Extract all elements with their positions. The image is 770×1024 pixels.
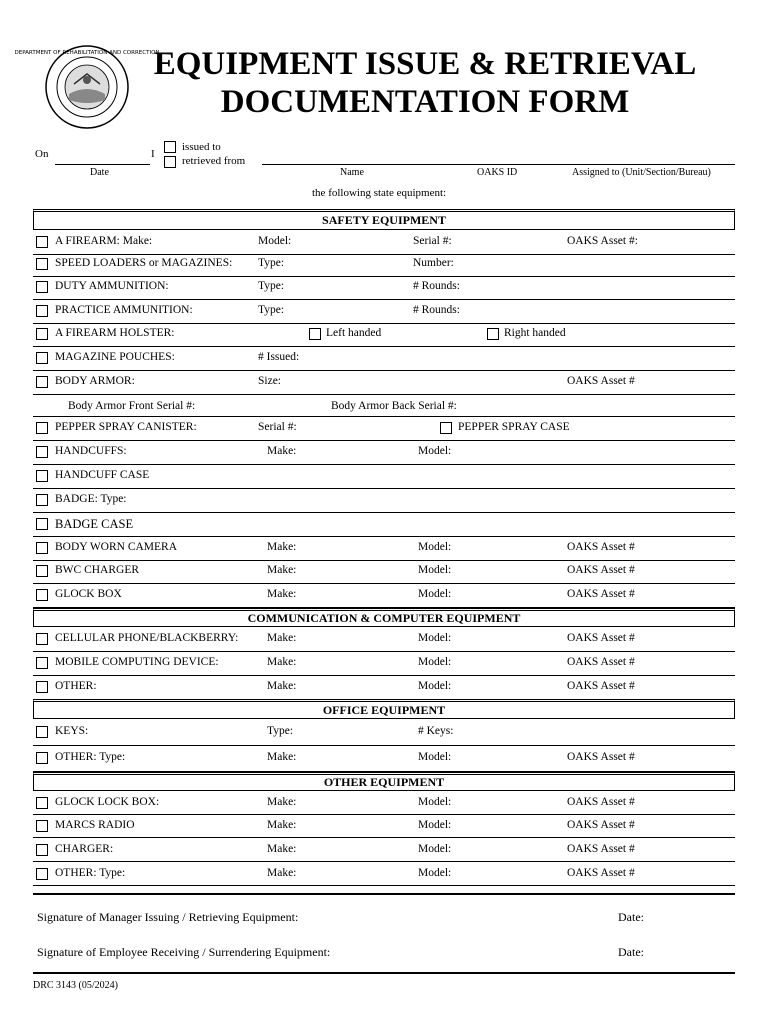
item-checkbox[interactable] <box>36 565 48 577</box>
department-seal <box>14 44 160 130</box>
field-label: Make: <box>267 588 297 600</box>
item-checkbox[interactable] <box>36 258 48 270</box>
field-label: Make: <box>267 632 297 644</box>
employee-date-label: Date: <box>618 945 644 959</box>
field-label: Make: <box>267 541 297 553</box>
right-handed-checkbox[interactable] <box>487 328 499 340</box>
field-label: OAKS Asset # <box>567 541 635 553</box>
i-label: I <box>151 148 155 160</box>
field-label: OAKS Asset # <box>567 680 635 692</box>
manager-signature-label: Signature of Manager Issuing / Retrieving Equipment: <box>37 910 299 924</box>
equipment-row <box>33 583 735 608</box>
equipment-row <box>33 370 735 395</box>
pepper-case-label: PEPPER SPRAY CASE <box>458 421 570 433</box>
field-label: OAKS Asset # <box>567 632 635 644</box>
equipment-row <box>33 488 735 513</box>
equipment-row <box>33 322 735 347</box>
field-label: Make: <box>267 564 297 576</box>
left-handed-label: Left handed <box>326 327 382 339</box>
item-label: MARCS RADIO <box>55 819 135 831</box>
footer-divider <box>33 972 735 974</box>
field-label: Type: <box>258 257 285 269</box>
field-label: Size: <box>258 375 281 387</box>
item-label: OTHER: <box>55 680 97 692</box>
field-label: OAKS Asset # <box>567 867 635 879</box>
following-equipment-text: the following state equipment: <box>312 187 447 199</box>
equipment-row <box>33 464 735 489</box>
back-serial-label: Body Armor Back Serial #: <box>331 400 457 412</box>
section-header-other: OTHER EQUIPMENT <box>33 772 735 791</box>
item-label: BODY WORN CAMERA <box>55 541 178 553</box>
field-label: Make: <box>267 867 297 879</box>
item-checkbox[interactable] <box>36 542 48 554</box>
item-checkbox[interactable] <box>36 446 48 458</box>
item-checkbox[interactable] <box>36 494 48 506</box>
item-label: OTHER: Type: <box>55 751 126 763</box>
item-label: CHARGER: <box>55 843 114 855</box>
name-oaks-assigned-field[interactable] <box>262 164 735 165</box>
form-id: DRC 3143 (05/2024) <box>33 980 118 991</box>
left-handed-checkbox[interactable] <box>309 328 321 340</box>
signature-divider <box>33 893 735 895</box>
employee-signature-label: Signature of Employee Receiving / Surrendering Equipment: <box>37 945 331 959</box>
item-label: BADGE CASE <box>55 517 134 531</box>
field-label: OAKS Asset # <box>567 843 635 855</box>
field-label: Model: <box>418 588 452 600</box>
item-checkbox[interactable] <box>36 726 48 738</box>
equipment-row <box>33 838 735 862</box>
field-label: OAKS Asset # <box>567 751 635 763</box>
item-checkbox[interactable] <box>36 470 48 482</box>
field-label: OAKS Asset # <box>567 819 635 831</box>
seal-text: DEPARTMENT OF REHABILITATION AND CORRECTION <box>14 50 160 56</box>
field-label: # Issued: <box>258 351 300 363</box>
field-label: OAKS Asset # <box>567 656 635 668</box>
item-checkbox[interactable] <box>36 868 48 880</box>
item-label: DUTY AMMUNITION: <box>55 280 169 292</box>
field-label: Model: <box>418 680 452 692</box>
item-label: A FIREARM HOLSTER: <box>55 327 175 339</box>
equipment-row <box>33 536 735 561</box>
equipment-row <box>33 559 735 584</box>
item-label: MAGAZINE POUCHES: <box>55 351 175 363</box>
field-label: Make: <box>267 680 297 692</box>
item-checkbox[interactable] <box>36 681 48 693</box>
item-label: BODY ARMOR: <box>55 375 135 387</box>
date-field[interactable] <box>55 164 150 165</box>
pepper-spray-checkbox[interactable] <box>36 422 48 434</box>
item-checkbox[interactable] <box>36 236 48 248</box>
equipment-row <box>33 299 735 324</box>
field-label: Number: <box>413 257 454 269</box>
field-label: Model: <box>258 235 292 247</box>
item-label: SPEED LOADERS or MAGAZINES: <box>55 257 233 269</box>
field-label: # Rounds: <box>413 304 460 316</box>
field-label: # Keys: <box>418 725 454 737</box>
right-handed-label: Right handed <box>504 327 566 339</box>
item-label: CELLULAR PHONE/BLACKBERRY: <box>55 632 239 644</box>
retrieved-from-checkbox[interactable] <box>164 156 176 168</box>
equipment-row <box>33 627 735 652</box>
issued-to-label: issued to <box>182 141 221 153</box>
section-header-office: OFFICE EQUIPMENT <box>33 699 735 719</box>
field-label: Make: <box>267 445 297 457</box>
title-line-1: EQUIPMENT ISSUE & RETRIEVAL <box>153 46 697 82</box>
field-label: Make: <box>267 796 297 808</box>
field-label: Model: <box>418 751 452 763</box>
manager-date-label: Date: <box>618 910 644 924</box>
item-label: GLOCK BOX <box>55 588 122 600</box>
field-label: Model: <box>418 564 452 576</box>
equipment-row <box>33 252 735 277</box>
item-label: HANDCUFF CASE <box>55 469 150 481</box>
equipment-row <box>33 862 735 886</box>
item-checkbox[interactable] <box>36 752 48 764</box>
item-label: BWC CHARGER <box>55 564 140 576</box>
item-checkbox[interactable] <box>36 633 48 645</box>
item-checkbox[interactable] <box>36 352 48 364</box>
field-label: Make: <box>267 751 297 763</box>
field-label: Model: <box>418 796 452 808</box>
field-label: OAKS Asset # <box>567 588 635 600</box>
item-label: MOBILE COMPUTING DEVICE: <box>55 656 219 668</box>
field-label: Model: <box>418 867 452 879</box>
item-label: BADGE: Type: <box>55 493 127 505</box>
item-checkbox[interactable] <box>36 376 48 388</box>
field-label: Make: <box>267 819 297 831</box>
title-line-2: DOCUMENTATION FORM <box>220 84 630 120</box>
item-label: KEYS: <box>55 725 89 737</box>
field-label: Model: <box>418 541 452 553</box>
field-label: Type: <box>258 304 285 316</box>
equipment-row <box>33 346 735 371</box>
pepper-case-checkbox[interactable] <box>440 422 452 434</box>
equipment-row <box>33 745 735 772</box>
item-checkbox[interactable] <box>36 797 48 809</box>
field-label: Model: <box>418 445 452 457</box>
field-label: # Rounds: <box>413 280 460 292</box>
equipment-row <box>33 651 735 676</box>
equipment-row <box>33 512 735 537</box>
field-label: Type: <box>267 725 294 737</box>
item-label: A FIREARM: Make: <box>55 235 153 247</box>
pepper-serial-label: Serial #: <box>258 421 297 433</box>
equipment-row <box>33 675 735 700</box>
section-header-safety: SAFETY EQUIPMENT <box>33 209 735 230</box>
item-checkbox[interactable] <box>36 328 48 340</box>
item-checkbox[interactable] <box>36 657 48 669</box>
field-label: Model: <box>418 843 452 855</box>
item-checkbox[interactable] <box>36 589 48 601</box>
field-label: OAKS Asset #: <box>567 235 638 247</box>
oaks-id-label: OAKS ID <box>477 167 518 178</box>
pepper-spray-label: PEPPER SPRAY CANISTER: <box>55 421 197 433</box>
name-label: Name <box>340 167 364 178</box>
date-label: Date <box>90 167 109 178</box>
field-label: Make: <box>267 843 297 855</box>
item-label: PRACTICE AMMUNITION: <box>55 304 193 316</box>
equipment-row <box>33 814 735 838</box>
section-header-comm: COMMUNICATION & COMPUTER EQUIPMENT <box>33 608 735 627</box>
item-checkbox[interactable] <box>36 820 48 832</box>
field-label: OAKS Asset # <box>567 375 635 387</box>
item-label: OTHER: Type: <box>55 867 126 879</box>
field-label: OAKS Asset # <box>567 796 635 808</box>
equipment-row <box>33 275 735 300</box>
item-label: HANDCUFFS: <box>55 445 127 457</box>
item-checkbox[interactable] <box>36 844 48 856</box>
field-label: Serial #: <box>413 235 452 247</box>
field-label: Make: <box>267 656 297 668</box>
retrieved-from-label: retrieved from <box>182 155 246 167</box>
item-checkbox[interactable] <box>36 518 48 530</box>
front-serial-label: Body Armor Front Serial #: <box>68 400 196 412</box>
equipment-row <box>33 791 735 815</box>
field-label: Model: <box>418 656 452 668</box>
item-checkbox[interactable] <box>36 281 48 293</box>
assigned-label: Assigned to (Unit/Section/Bureau) <box>572 167 711 178</box>
item-label: GLOCK LOCK BOX: <box>55 796 160 808</box>
field-label: OAKS Asset # <box>567 564 635 576</box>
item-checkbox[interactable] <box>36 305 48 317</box>
body-armor-serial-row <box>33 394 735 417</box>
equipment-row <box>33 719 735 746</box>
pepper-spray-row <box>33 416 735 441</box>
field-label: Type: <box>258 280 285 292</box>
issued-to-checkbox[interactable] <box>164 141 176 153</box>
on-label: On <box>35 148 49 160</box>
field-label: Model: <box>418 632 452 644</box>
equipment-row <box>33 440 735 465</box>
field-label: Model: <box>418 819 452 831</box>
